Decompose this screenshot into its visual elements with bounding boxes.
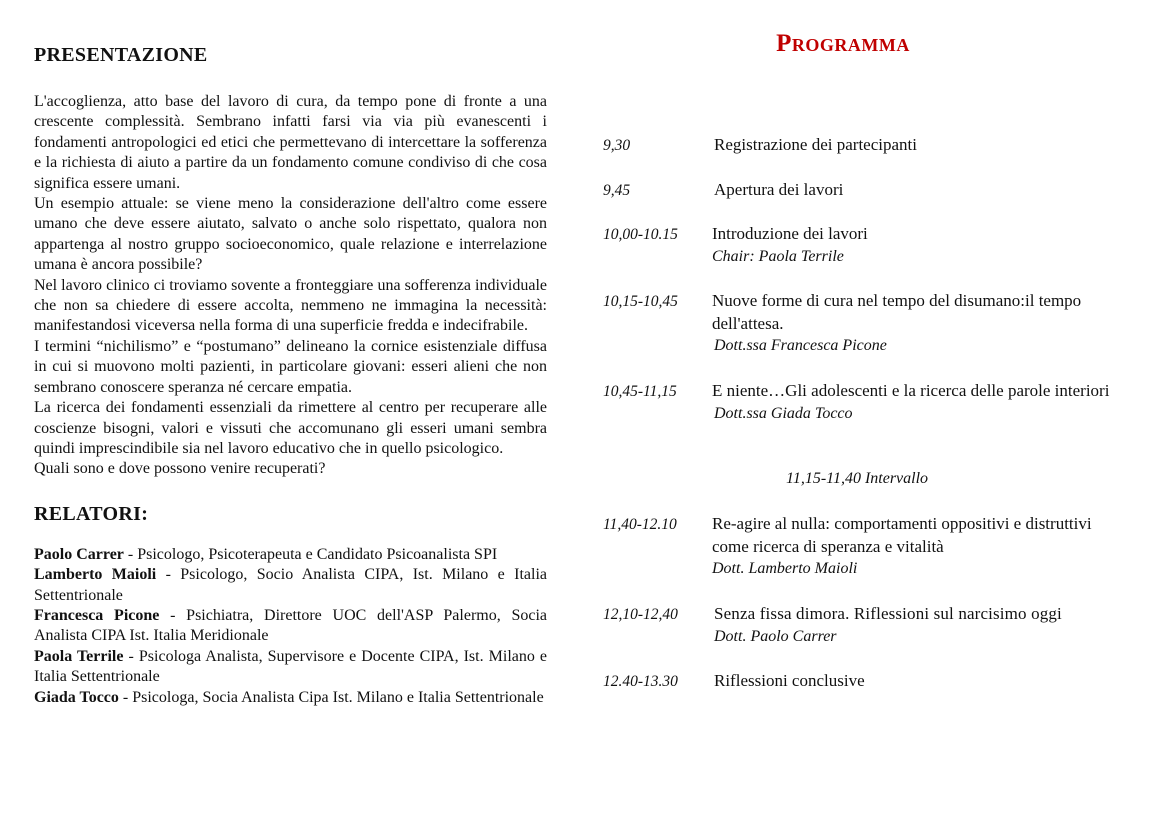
interval-label: 11,15-11,40 Intervallo bbox=[786, 470, 929, 487]
speaker-desc: - Psicologo, Psicoterapeuta e Candidato Psicoanalista SPI bbox=[123, 545, 498, 563]
speaker-name: Francesca Picone bbox=[34, 606, 160, 624]
session-content bbox=[712, 223, 1122, 268]
paragraph: Quali sono e dove possono venire recuperati? bbox=[34, 460, 326, 478]
speaker-desc: - Psichiatra, Direttore UOC dell'ASP Palermo, Socia Analista CIPA Ist. Italia Meridionale bbox=[34, 606, 548, 645]
session-time: 10,00-10.15 bbox=[603, 226, 678, 243]
session-content bbox=[714, 179, 1124, 202]
speaker-name: Giada Tocco bbox=[34, 688, 119, 706]
paragraph: Nel lavoro clinico ci troviamo sovente a fronteggiare una sofferenza individuale che non sa chiedere di essere accolta, nemmeno ne immagina la necessità: manifestandosi viceversa nella forma di una superficie fredda e indecifrabile. bbox=[34, 276, 547, 335]
speaker-item bbox=[34, 606, 547, 647]
session-title: E niente…Gli adolescenti e la ricerca delle parole interiori bbox=[712, 381, 1110, 400]
session-title: Apertura dei lavori bbox=[714, 180, 844, 199]
session-time: 11,40-12.10 bbox=[603, 516, 677, 533]
session-speaker: Chair: Paola Terrile bbox=[712, 247, 844, 265]
session-time: 12,10-12,40 bbox=[603, 606, 678, 623]
speaker-item bbox=[34, 688, 547, 708]
programma-heading: Programma bbox=[776, 30, 910, 57]
presentazione-heading: PRESENTAZIONE bbox=[34, 44, 208, 66]
paragraph: La ricerca dei fondamenti essenziali da rimettere al centro per recuperare alle coscienze bisogni, valori e vissuti che accomunano gli esseri umani sembra quindi imprescindibile sia nel lavoro educativo che in quello psicologico. bbox=[34, 399, 547, 457]
session-content bbox=[712, 290, 1122, 358]
paragraph: I termini “nichilismo” e “postumano” delineano la cornice esistenziale diffusa in cui si muovono molti pazienti, in particolare giovani: esseri alieni che non sembrano conoscere speranza né cercare empatia. bbox=[34, 337, 547, 396]
speaker-item bbox=[34, 647, 547, 688]
session-time: 9,30 bbox=[603, 137, 631, 154]
session-title: Re-agire al nulla: comportamenti oppositivi e distruttivi come ricerca di speranza e vitalità bbox=[712, 514, 1092, 556]
paragraph: Un esempio attuale: se viene meno la considerazione dell'altro come essere umano che deve essere aiutato, salvato o anche solo rispettato, qualora non appartenga al nostro gruppo socioeconomico, quale relazione e interrelazione umana è ancora possibile? bbox=[34, 195, 547, 274]
session-speaker: Dott. Paolo Carrer bbox=[714, 627, 837, 645]
speaker-desc: - Psicologa Analista, Supervisore e Docente CIPA, Ist. Milano e Italia Settentrionale bbox=[34, 647, 548, 686]
relatori-heading: RELATORI: bbox=[34, 502, 149, 525]
speaker-name: Lamberto Maioli bbox=[34, 566, 157, 584]
session-title: Nuove forme di cura nel tempo del disumano:il tempo dell'attesa. bbox=[712, 291, 1082, 333]
speaker-item bbox=[34, 545, 547, 565]
session-speaker: Dott.ssa Francesca Picone bbox=[714, 337, 887, 354]
speaker-name: Paolo Carrer bbox=[34, 545, 124, 563]
session-time: 10,15-10,45 bbox=[603, 293, 678, 310]
speaker-item bbox=[34, 565, 547, 606]
presentazione-text bbox=[34, 92, 547, 480]
speaker-list bbox=[34, 545, 547, 708]
left-column bbox=[34, 40, 547, 708]
session-time: 10,45-11,15 bbox=[603, 383, 677, 400]
speaker-desc: - Psicologo, Socio Analista CIPA, Ist. Milano e Italia Settentrionale bbox=[34, 566, 547, 604]
session-title: Introduzione dei lavori bbox=[712, 224, 868, 243]
session-content bbox=[714, 603, 1124, 648]
session-time: 12.40-13.30 bbox=[603, 673, 678, 690]
session-title: Registrazione dei partecipanti bbox=[714, 135, 917, 154]
paragraph: L'accoglienza, atto base del lavoro di cura, da tempo pone di fronte a una crescente complessità. Sembrano infatti farsi via via più evanescenti i fondamenti antropologici ed etici che permettevano di intercettare la sofferenza e la richiesta di aiuto a partire da un fondamento comune condiviso di che cosa significa essere umani. bbox=[34, 93, 547, 192]
session-title: Riflessioni conclusive bbox=[714, 671, 865, 690]
speaker-desc: - Psicologa, Socia Analista Cipa Ist. Milano e Italia Settentrionale bbox=[118, 688, 544, 706]
session-content bbox=[712, 380, 1122, 425]
session-title: Senza fissa dimora. Riflessioni sul narcisimo oggi bbox=[714, 604, 1062, 623]
session-content bbox=[714, 670, 1124, 693]
session-speaker: Dott. Lamberto Maioli bbox=[712, 560, 858, 577]
speaker-name: Paola Terrile bbox=[34, 647, 124, 665]
session-content bbox=[712, 513, 1122, 581]
session-time: 9,45 bbox=[603, 182, 631, 199]
session-content bbox=[714, 134, 1124, 157]
session-speaker: Dott.ssa Giada Tocco bbox=[714, 404, 853, 422]
